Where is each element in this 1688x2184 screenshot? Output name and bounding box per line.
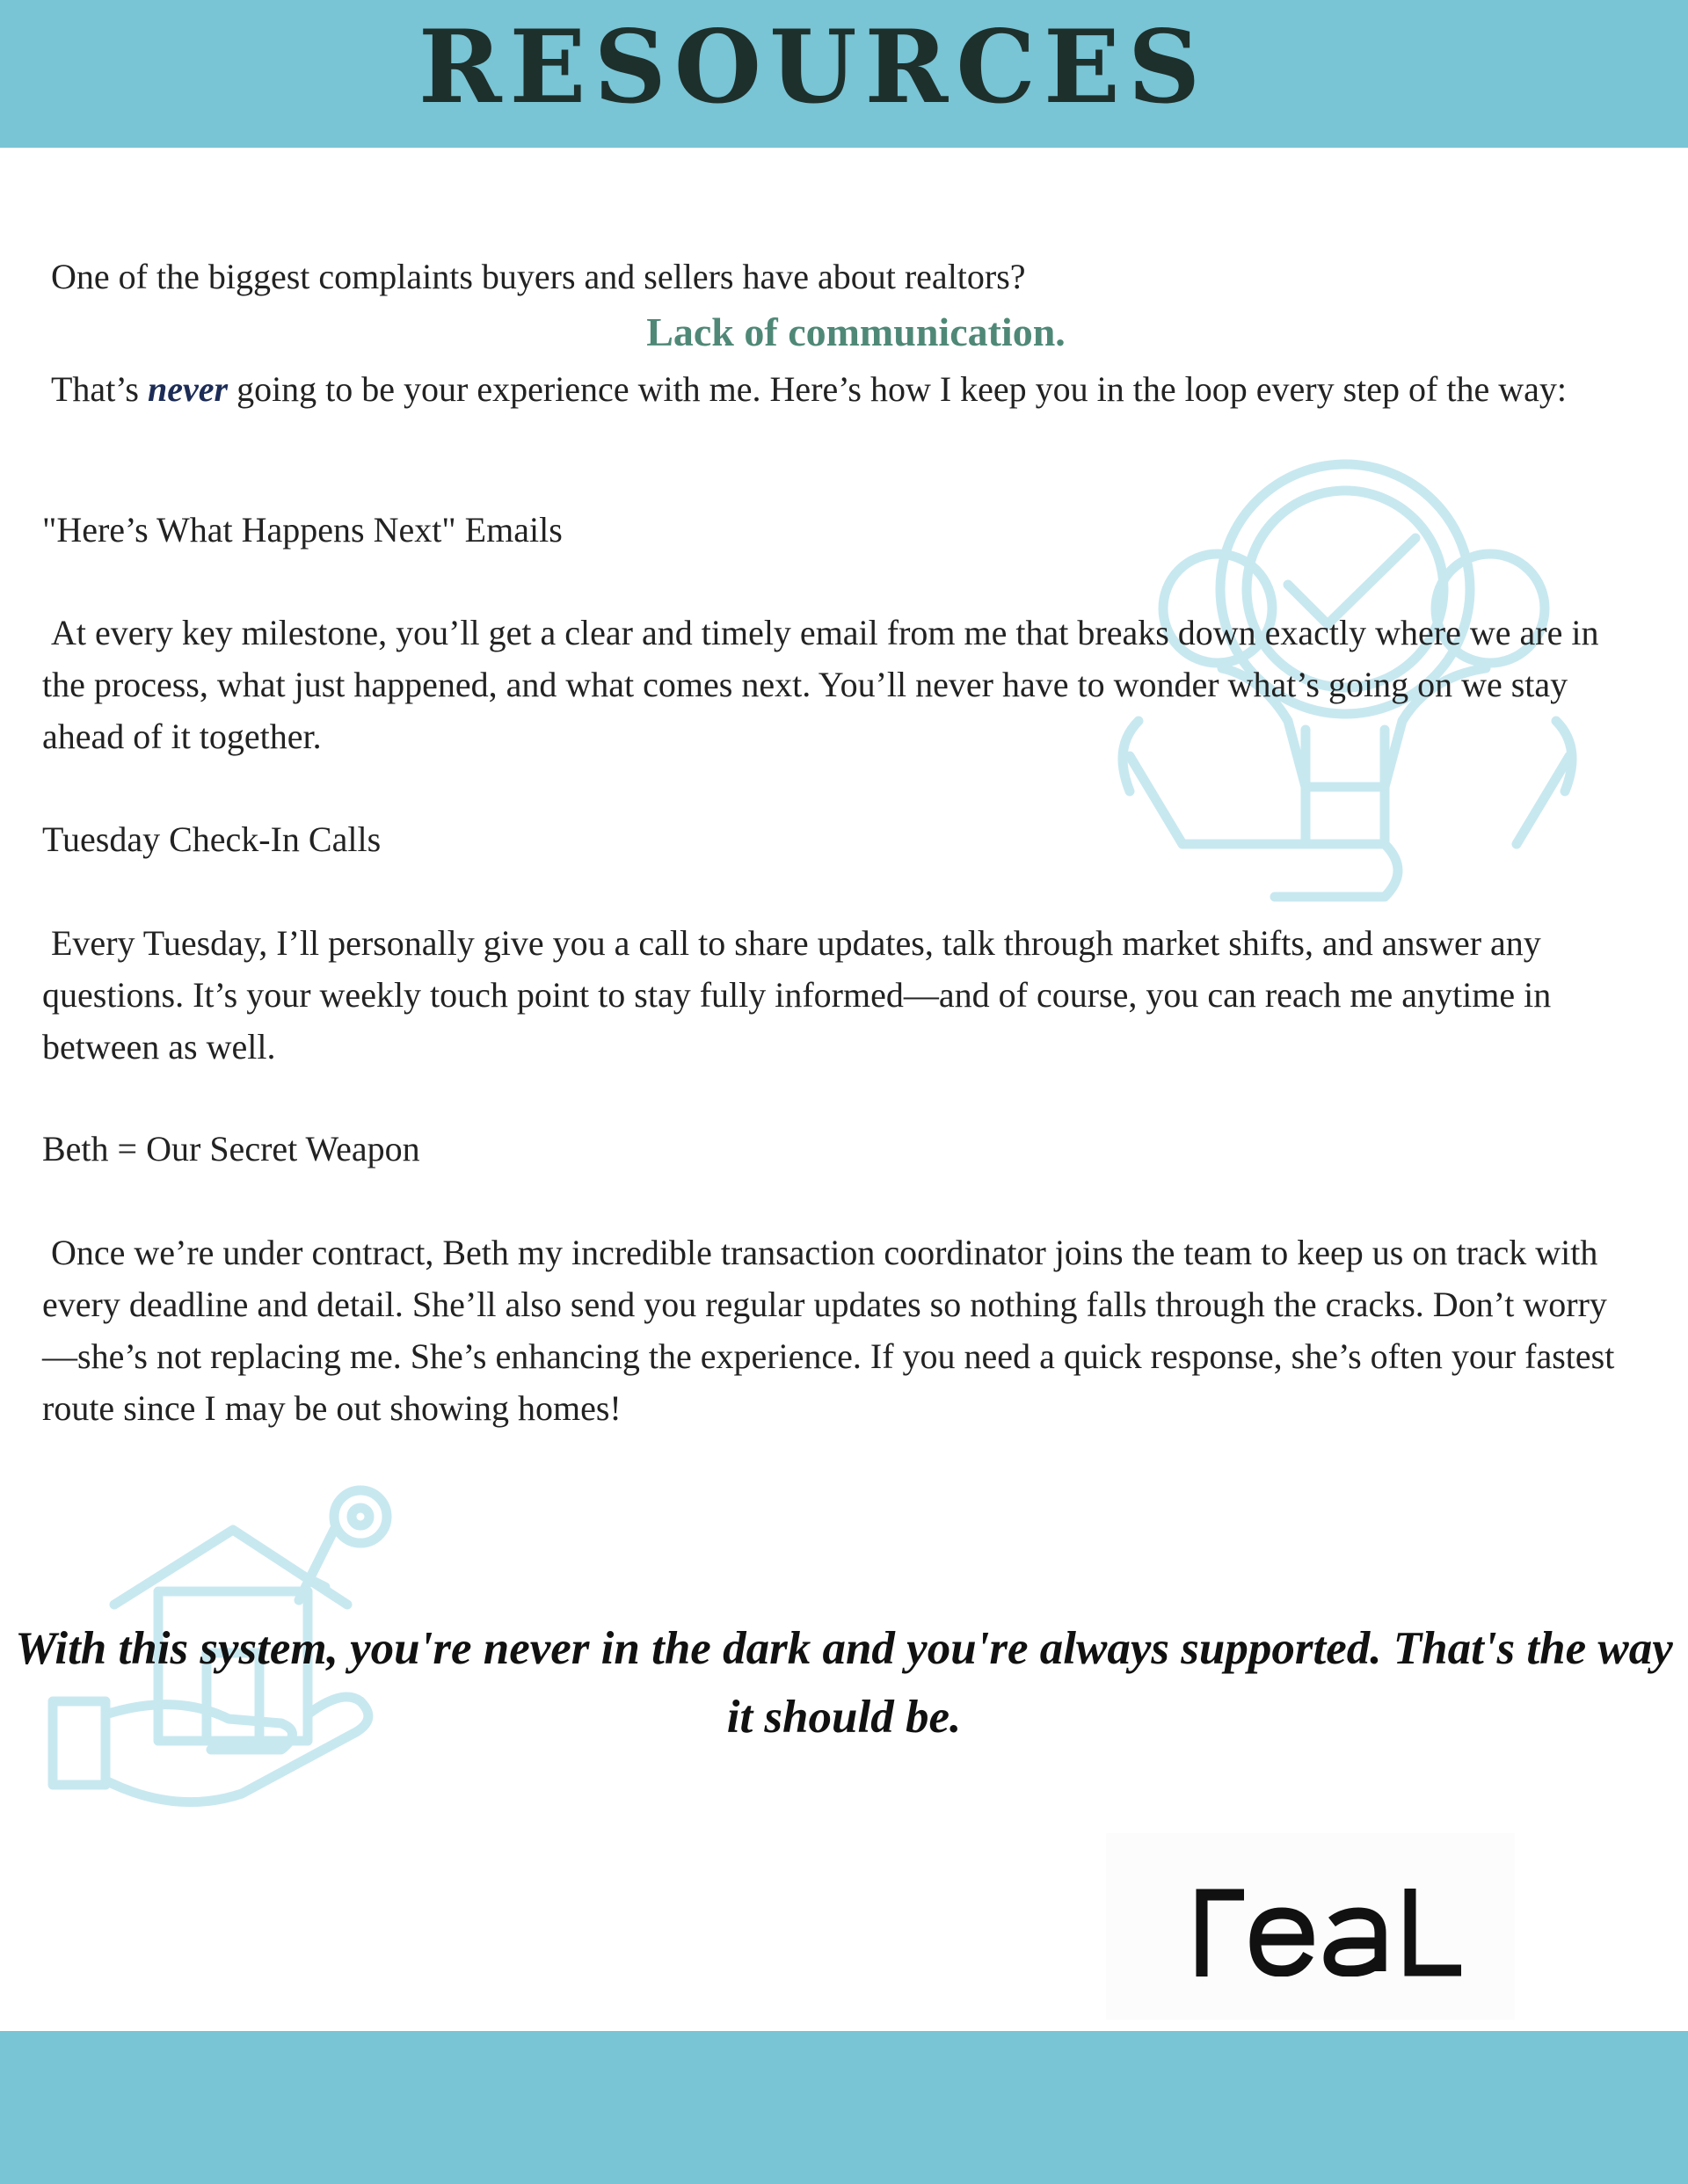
section-body-emails: At every key milestone, you’ll get a clear and timely email from me that breaks down exactly where we are in the process, what just happened, and what comes next. You’ll never have to wonder what’s going on we stay ahead of it together. xyxy=(42,613,1599,756)
intro-question: One of the biggest complaints buyers and sellers have about realtors? xyxy=(51,257,1026,296)
real-brokerage-logo xyxy=(1196,1889,1468,1977)
page-title: RESOURCES xyxy=(418,8,1209,126)
intro-promise-end: going to be your experience with me. Here’s how I keep you in the loop every step of the way: xyxy=(228,369,1567,409)
intro-promise xyxy=(51,363,1651,415)
section-heading-emails: "Here’s What Happens Next" Emails xyxy=(42,510,563,550)
intro-promise-start: That’s xyxy=(51,369,148,409)
footer-band xyxy=(0,2031,1688,2184)
section-heading-coordinator: Beth = Our Secret Weapon xyxy=(42,1129,420,1168)
closing-statement: With this system, you're never in the dark and you're always supported. That's the way it should be. xyxy=(15,1623,1673,1743)
section-heading-calls: Tuesday Check-In Calls xyxy=(42,819,382,859)
emphasis-never: never xyxy=(147,369,229,409)
highlight-statement: Lack of communication. xyxy=(646,309,1066,354)
section-body-calls: Every Tuesday, I’ll personally give you a call to share updates, talk through market shifts, and answer any questions. It’s your weekly touch point to stay fully informed—and of course, you can reach me anytime in between as well. xyxy=(42,923,1552,1067)
section-body-coordinator: Once we’re under contract, Beth my incredible transaction coordinator joins the team to keep us on track with every deadline and detail. She’ll also send you regular updates so nothing falls through the cracks. Don’t worry—she’s not replacing me. She’s enhancing the experience. If you need a quick response, she’s often your fastest route since I may be out showing homes! xyxy=(42,1233,1615,1428)
